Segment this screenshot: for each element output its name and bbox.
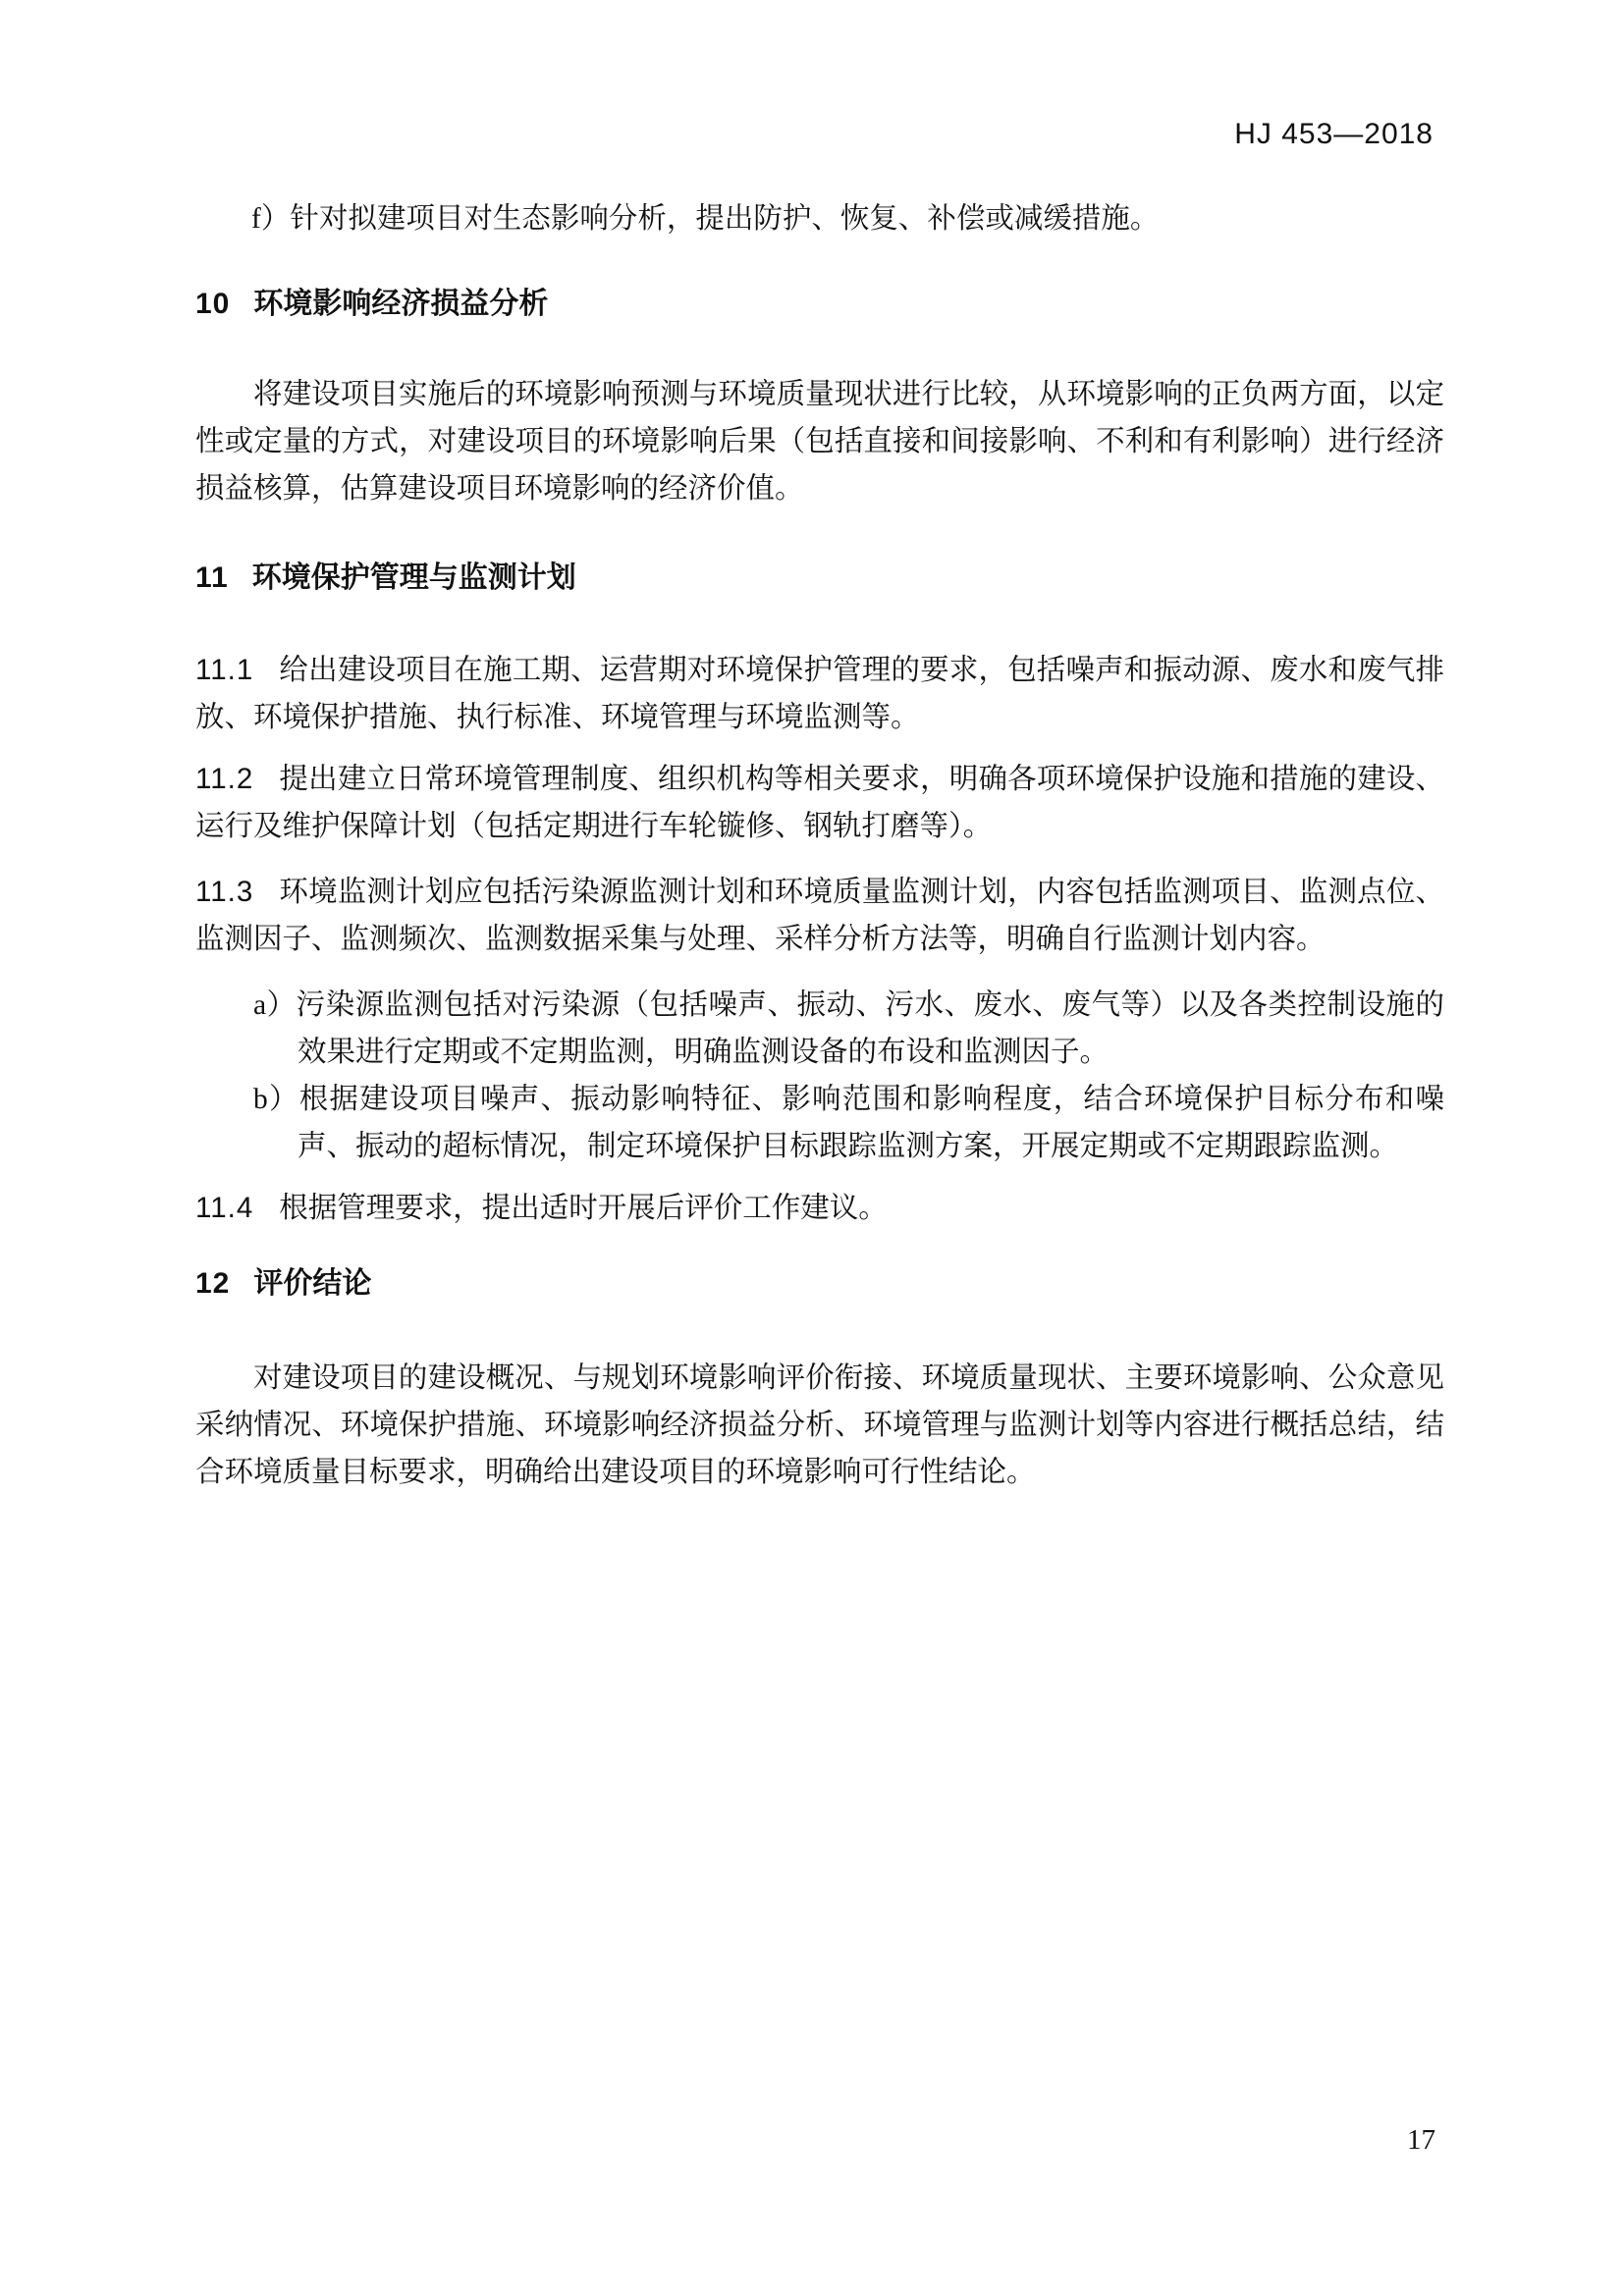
clause-11-3 [195,869,1444,963]
standard-code-header: HJ 453—2018 [1234,118,1434,150]
clause-11-4 [195,1185,1444,1232]
section-12-heading [195,1260,1444,1308]
list-item-a-marker: a） [253,989,297,1021]
section-11-heading [195,555,1444,602]
list-item-a [195,982,1444,1076]
list-item-f-text: 针对拟建项目对生态影响分析，提出防护、恢复、补偿或减缓措施。 [290,203,1160,235]
clause-11-3-number: 11.3 [195,876,254,908]
section-10-number: 10 [195,288,231,320]
section-11-title: 环境保护管理与监测计划 [251,561,576,594]
clause-11-4-text: 根据管理要求，提出适时开展后评价工作建议。 [279,1193,888,1224]
clause-11-3-text: 环境监测计划应包括污染源监测计划和环境质量监测计划，内容包括监测项目、监测点位、监测因子、监测频次、监测数据采集与处理、采样分析方法等，明确自行监测计划内容。 [195,877,1444,955]
clause-11-1-number: 11.1 [195,654,254,686]
page-body [195,195,1444,1496]
list-item-b-text: 根据建设项目噪声、振动影响特征、影响范围和影响程度，结合环境保护目标分布和噪声、振动的超标情况，制定环境保护目标跟踪监测方案，开展定期或不定期跟踪监测。 [298,1084,1444,1162]
section-12-paragraph: 对建设项目的建设概况、与规划环境影响评价衔接、环境质量现状、主要环境影响、公众意见采纳情况、环境保护措施、环境影响经济损益分析、环境管理与监测计划等内容进行概括总结，结合环境质量目标要求，明确给出建设项目的环境影响可行性结论。 [195,1362,1444,1488]
clause-11-1-text: 给出建设项目在施工期、运营期对环境保护管理的要求，包括噪声和振动源、废水和废气排放、环境保护措施、执行标准、环境管理与环境监测等。 [195,655,1444,733]
clause-11-2-text: 提出建立日常环境管理制度、组织机构等相关要求，明确各项环境保护设施和措施的建设、运行及维护保障计划（包括定期进行车轮镟修、钢轨打磨等）。 [195,764,1444,842]
section-10-paragraph: 将建设项目实施后的环境影响预测与环境质量现状进行比较，从环境影响的正负两方面，以定性或定量的方式，对建设项目的环境影响后果（包括直接和间接影响、不利和有利影响）进行经济损益核算，估算建设项目环境影响的经济价值。 [195,379,1444,505]
section-10-title: 环境影响经济损益分析 [253,288,549,320]
list-item-b-marker: b） [253,1084,299,1115]
list-item-a-text: 污染源监测包括对污染源（包括噪声、振动、污水、废水、废气等）以及各类控制设施的效果进行定期或不定期监测，明确监测设备的布设和监测因子。 [296,989,1444,1068]
clause-11-2-number: 11.2 [195,763,254,795]
list-item-f [195,195,1444,242]
list-item-b [195,1076,1444,1170]
clause-11-1 [195,647,1444,741]
section-10-heading [195,281,1444,328]
page-number: 17 [1407,2124,1435,2156]
section-11-number: 11 [195,561,229,594]
clause-11-2 [195,756,1444,850]
clause-11-4-number: 11.4 [195,1192,254,1224]
section-12-number: 12 [195,1267,231,1300]
list-item-f-marker: f） [251,203,291,235]
section-12-title: 评价结论 [253,1267,372,1300]
